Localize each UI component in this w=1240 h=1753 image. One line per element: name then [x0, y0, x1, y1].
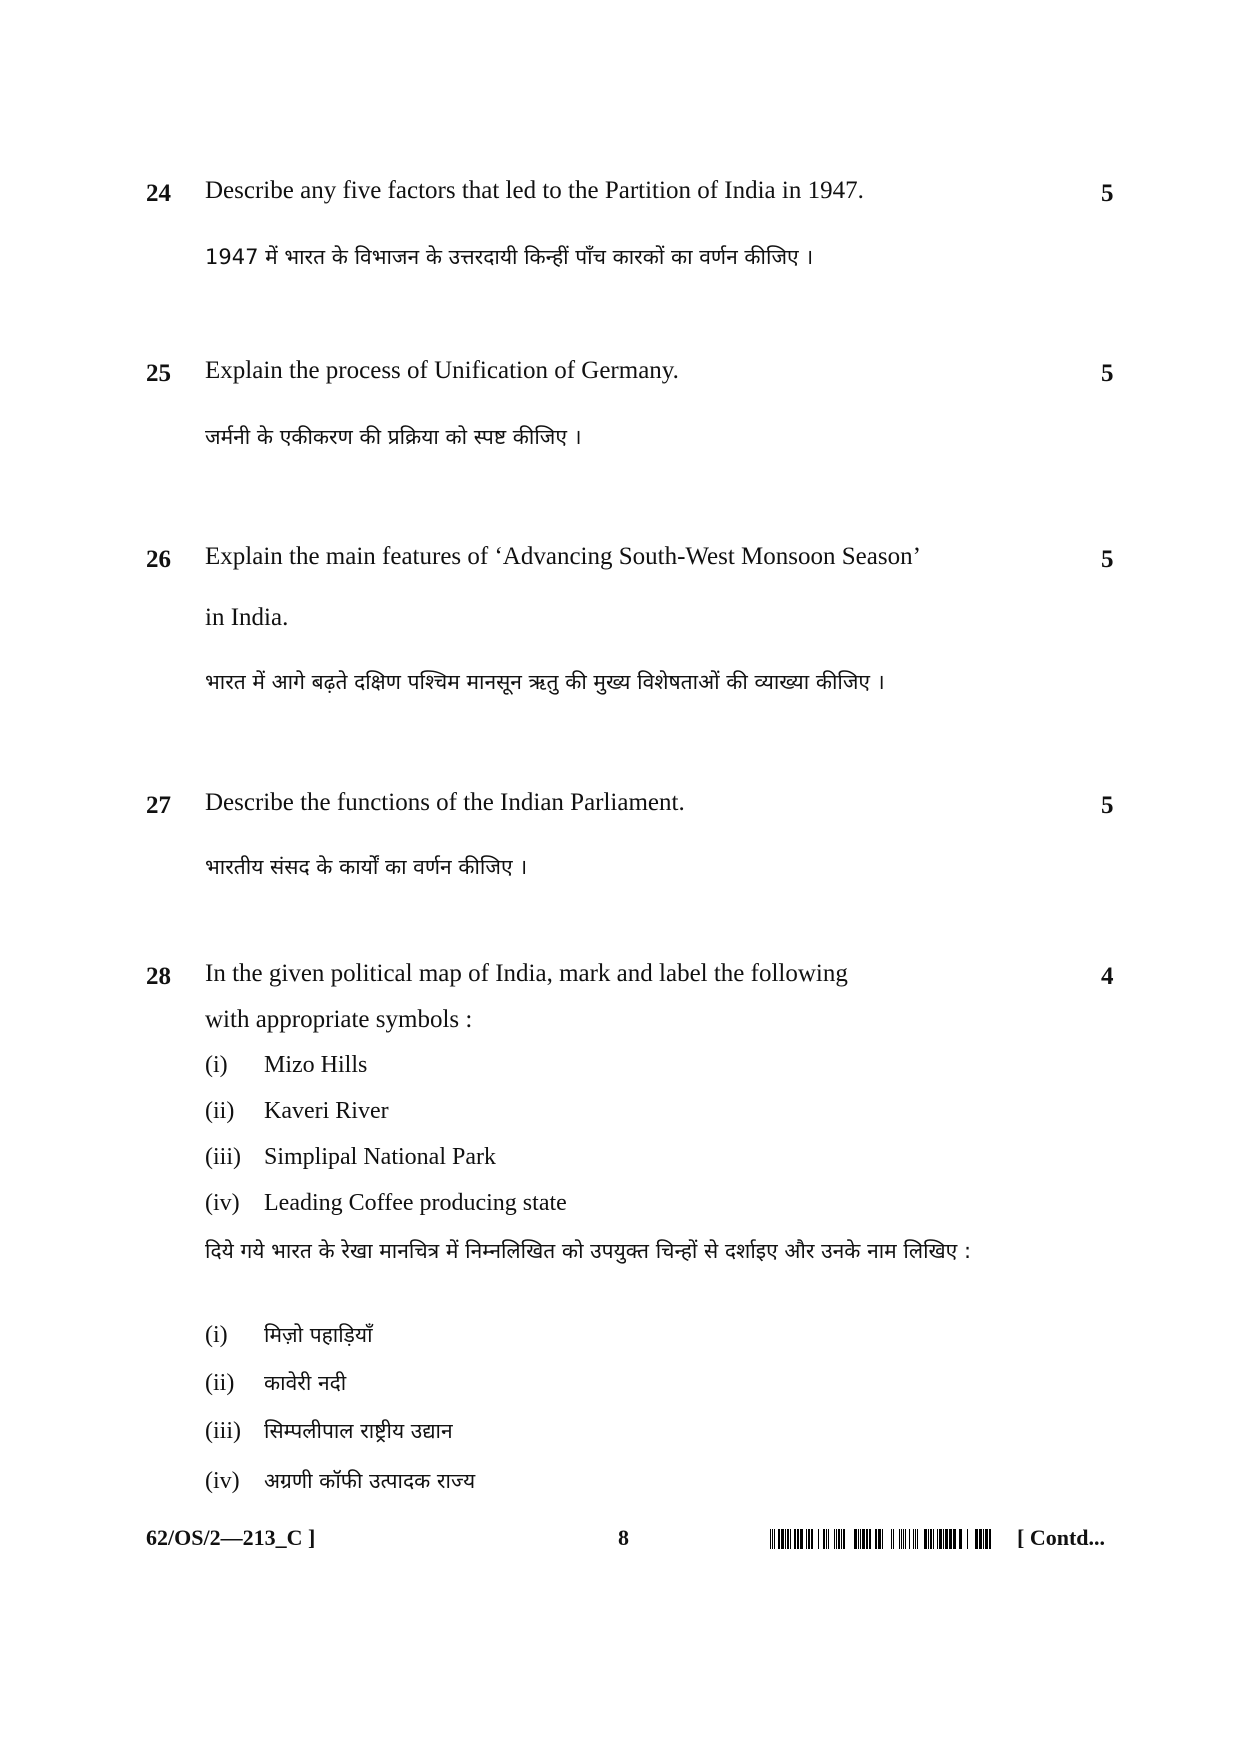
question-text-line-1: In the given political map of India, mark and label the following [205, 960, 848, 987]
question-number: 28 [146, 963, 171, 990]
item-text: अग्रणी कॉफी उत्पादक राज्य [264, 1469, 476, 1493]
question-number: 27 [146, 792, 171, 819]
item-numeral: (iii) [205, 1144, 241, 1170]
item-numeral: (i) [205, 1052, 228, 1078]
item-text: सिम्पलीपाल राष्ट्रीय उद्यान [264, 1419, 453, 1443]
question-hindi-text: जर्मनी के एकीकरण की प्रक्रिया को स्पष्ट कीजिए । [205, 425, 582, 449]
item-text: मिज़ो पहाड़ियाँ [264, 1323, 373, 1347]
question-marks: 4 [1101, 963, 1114, 990]
question-number: 25 [146, 360, 171, 387]
question-text: Describe any five factors that led to the Partition of India in 1947. [205, 177, 864, 204]
question-text: Describe the functions of the Indian Parliament. [205, 789, 685, 816]
item-numeral: (iv) [205, 1468, 240, 1494]
barcode-icon [770, 1529, 992, 1549]
question-number: 26 [146, 546, 171, 573]
item-text: Simplipal National Park [264, 1144, 496, 1170]
question-hindi-text: 1947 में भारत के विभाजन के उत्तरदायी किन्हीं पाँच कारकों का वर्णन कीजिए । [205, 245, 814, 269]
item-text: Kaveri River [264, 1098, 389, 1124]
page-number: 8 [618, 1525, 629, 1550]
question-marks: 5 [1101, 546, 1114, 573]
question-text-line-1: Explain the main features of ‘Advancing South-West Monsoon Season’ [205, 543, 921, 570]
item-text: Leading Coffee producing state [264, 1190, 567, 1216]
question-hindi-text: दिये गये भारत के रेखा मानचित्र में निम्नलिखित को उपयुक्त चिन्हों से दर्शाइए और उनके नाम लिखिए : [205, 1239, 972, 1263]
item-numeral: (iii) [205, 1418, 241, 1444]
question-marks: 5 [1101, 792, 1114, 819]
question-hindi-text: भारत में आगे बढ़ते दक्षिण पश्चिम मानसून ऋतु की मुख्य विशेषताओं की व्याख्या कीजिए । [205, 670, 885, 694]
question-text-line-2: in India. [205, 604, 289, 631]
question-number: 24 [146, 180, 171, 207]
question-text: Explain the process of Unification of Germany. [205, 357, 679, 384]
item-numeral: (ii) [205, 1098, 235, 1124]
item-text: कावेरी नदी [264, 1371, 347, 1395]
question-marks: 5 [1101, 180, 1114, 207]
continued-label: [ Contd... [1017, 1525, 1106, 1550]
item-text: Mizo Hills [264, 1052, 368, 1078]
question-text-line-2: with appropriate symbols : [205, 1006, 473, 1033]
item-numeral: (ii) [205, 1370, 235, 1396]
item-numeral: (iv) [205, 1190, 240, 1216]
question-hindi-text: भारतीय संसद के कार्यों का वर्णन कीजिए । [205, 855, 528, 879]
paper-code: 62/OS/2—213_C ] [146, 1525, 316, 1550]
question-marks: 5 [1101, 360, 1114, 387]
item-numeral: (i) [205, 1322, 228, 1348]
